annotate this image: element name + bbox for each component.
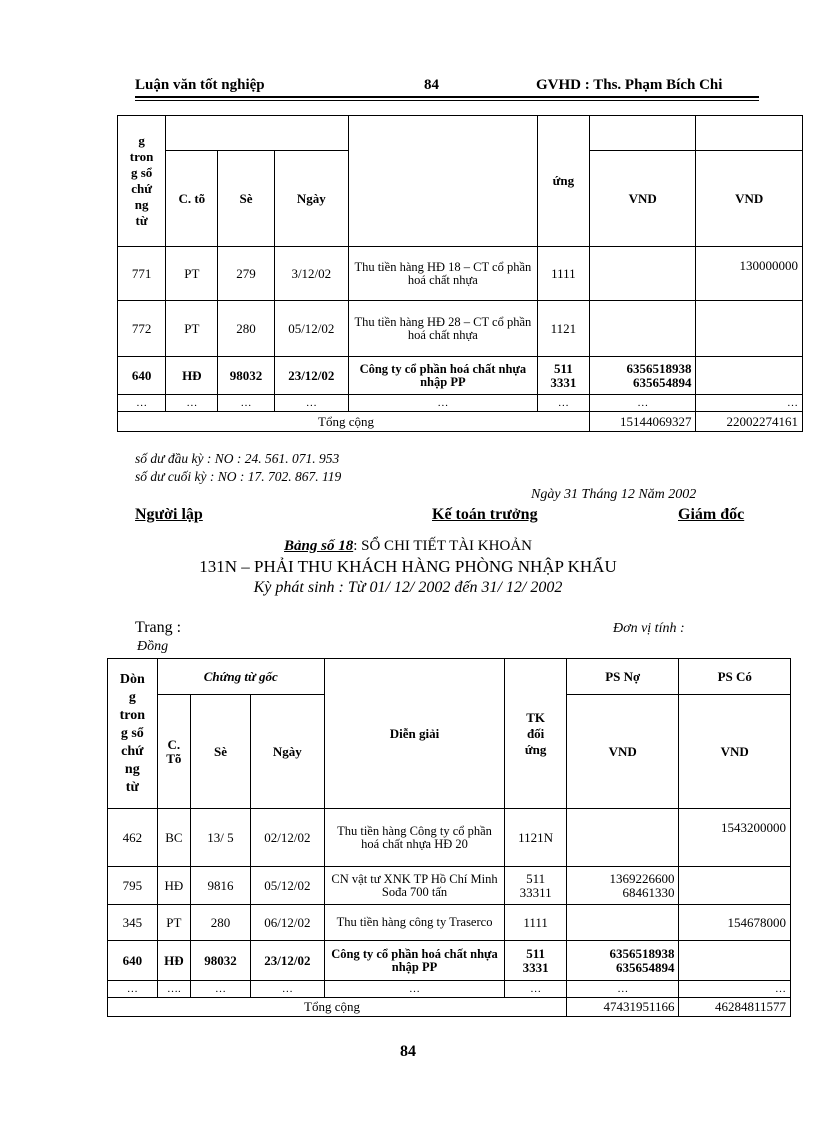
t2-r3-tk: 511 3331: [505, 941, 567, 981]
t1-col-ngay-header: Ngày: [274, 151, 348, 247]
t2-r0-co: 1543200000: [679, 809, 791, 867]
t1-r1-no: [590, 301, 696, 357]
signature-chief-accountant: Kế toán trưởng: [432, 506, 538, 523]
footer-page-number: 84: [400, 1043, 416, 1060]
table-row: [118, 247, 803, 301]
date-line: Ngày 31 Tháng 12 Năm 2002: [531, 487, 697, 502]
header-right: GVHD : Ths. Phạm Bích Chi: [536, 77, 723, 93]
t2-col-ngay-header: Ngày: [250, 695, 324, 809]
t2-r2-no: [567, 905, 679, 941]
t2-r0-so: 13/ 5: [191, 809, 251, 867]
t1-ellipsis-cell: …: [166, 395, 218, 412]
t2-ellipsis-cell: …: [191, 981, 251, 998]
table-row: [118, 357, 803, 395]
opening-balance: số dư đầu kỳ : NO : 24. 561. 071. 953: [135, 451, 340, 466]
t2-ellipsis-cell: ….: [157, 981, 190, 998]
t1-r2-tk: 511 3331: [537, 357, 589, 395]
t2-chung-tu-goc-header: Chứng từ gốc: [157, 659, 324, 695]
t2-r0-cto: BC: [157, 809, 190, 867]
t1-ellipsis-cell: …: [590, 395, 696, 412]
t1-ellipsis-cell: …: [118, 395, 166, 412]
t1-r1-ngay: 05/12/02: [274, 301, 348, 357]
header-rule: [135, 96, 759, 98]
t1-r1-co: [696, 301, 803, 357]
t2-r3-dong: 640: [108, 941, 158, 981]
t2-total-no: 47431951166: [567, 998, 679, 1017]
t1-ellipsis-cell: …: [348, 395, 537, 412]
table-row: [108, 867, 791, 905]
t2-r3-no: 6356518938 635654894: [567, 941, 679, 981]
table-title-rest: : SỔ CHI TIẾT TÀI KHOẢN: [353, 538, 532, 554]
t2-total-co: 46284811577: [679, 998, 791, 1017]
t1-col-dong-header: g tron g sổ chứ ng từ: [118, 116, 166, 247]
t2-r0-ngay: 02/12/02: [250, 809, 324, 867]
t2-r3-co: [679, 941, 791, 981]
t2-r3-cto: HĐ: [157, 941, 190, 981]
t1-r0-dong: 771: [118, 247, 166, 301]
t2-ellipsis-cell: …: [108, 981, 158, 998]
closing-balance: số dư cuối kỳ : NO : 17. 702. 867. 119: [135, 469, 342, 484]
t1-r2-co: [696, 357, 803, 395]
t1-r1-cto: PT: [166, 301, 218, 357]
t1-total-co: 22002274161: [696, 412, 803, 432]
t2-ellipsis-cell: …: [250, 981, 324, 998]
t2-ellipsis-cell: …: [679, 981, 791, 998]
t2-r2-co: 154678000: [679, 905, 791, 941]
t1-r0-no: [590, 247, 696, 301]
t2-r0-tk: 1121N: [505, 809, 567, 867]
header-rule-thin: [135, 100, 759, 101]
t2-dien-giai-header: Diễn giải: [324, 659, 504, 809]
t1-total-no: 15144069327: [590, 412, 696, 432]
t2-ellipsis-cell: …: [324, 981, 504, 998]
t1-r2-cto: HĐ: [166, 357, 218, 395]
t1-r0-tk: 1111: [537, 247, 589, 301]
t2-r2-cto: PT: [157, 905, 190, 941]
t1-col-vnd-no-header: VND: [590, 151, 696, 247]
table-row: [108, 941, 791, 981]
t1-r2-dien-giai: Công ty cổ phần hoá chất nhựa nhập PP: [348, 357, 537, 395]
t1-r2-no: 6356518938 635654894: [590, 357, 696, 395]
t2-r1-tk: 511 33311: [505, 867, 567, 905]
t2-r1-dong: 795: [108, 867, 158, 905]
t1-ellipsis-cell: …: [537, 395, 589, 412]
t2-ellipsis-cell: …: [567, 981, 679, 998]
signature-director: Giám đốc: [678, 506, 745, 523]
t2-col-dong-header: Dòn g tron g sổ chứ ng từ: [108, 659, 158, 809]
t1-ellipsis-cell: …: [274, 395, 348, 412]
t1-r1-dong: 772: [118, 301, 166, 357]
table-title: [0, 538, 816, 555]
t1-col-cto-header: C. tõ: [166, 151, 218, 247]
page-label: Trang :: [135, 619, 182, 636]
t1-r2-ngay: 23/12/02: [274, 357, 348, 395]
signature-preparer: Người lập: [135, 506, 203, 523]
t2-r3-ngay: 23/12/02: [250, 941, 324, 981]
t2-r1-no: 1369226600 68461330: [567, 867, 679, 905]
t1-col-ung-header: ứng: [537, 116, 589, 247]
header-page-number: 84: [424, 77, 439, 93]
t2-tk-doi-ung-header: TK đối ứng: [505, 659, 567, 809]
header-left: Luận văn tốt nghiệp: [135, 77, 265, 93]
t1-r2-so: 98032: [218, 357, 274, 395]
t2-r0-dong: 462: [108, 809, 158, 867]
t2-r0-no: [567, 809, 679, 867]
t2-col-vnd-co-header: VND: [679, 695, 791, 809]
t1-ellipsis-cell: …: [218, 395, 274, 412]
t2-r3-so: 98032: [191, 941, 251, 981]
ledger-table-131n: [107, 658, 791, 1017]
ledger-table-continued: [117, 115, 803, 432]
t2-r3-dien-giai: Công ty cổ phần hoá chất nhựa nhập PP: [324, 941, 504, 981]
unit-label: Đơn vị tính :: [613, 621, 685, 636]
t2-total-label: Tổng cộng: [108, 998, 567, 1017]
t1-ellipsis-cell: …: [696, 395, 803, 412]
t1-r0-dien-giai: Thu tiền hàng HĐ 18 – CT cổ phần hoá chất nhựa: [348, 247, 537, 301]
period-line: Kỳ phát sinh : Từ 01/ 12/ 2002 đến 31/ 12/ 2002: [253, 579, 563, 596]
t2-r1-co: [679, 867, 791, 905]
t1-r0-ngay: 3/12/02: [274, 247, 348, 301]
t1-r0-cto: PT: [166, 247, 218, 301]
t2-ps-co-header: PS Có: [679, 659, 791, 695]
t2-ps-no-header: PS Nợ: [567, 659, 679, 695]
t1-total-label: Tổng cộng: [118, 412, 590, 432]
table-row: [108, 905, 791, 941]
t1-r0-so: 279: [218, 247, 274, 301]
total-row: [108, 998, 791, 1017]
t2-r1-dien-giai: CN vật tư XNK TP Hồ Chí Minh Sođa 700 tấn: [324, 867, 504, 905]
account-title: 131N – PHẢI THU KHÁCH HÀNG PHÒNG NHẬP KHẨU: [199, 557, 617, 576]
total-row: [118, 412, 803, 432]
t1-r0-co: 130000000: [696, 247, 803, 301]
t1-r2-dong: 640: [118, 357, 166, 395]
table-row: [108, 809, 791, 867]
table-number-label: Bảng số 18: [284, 538, 354, 554]
t2-r2-dong: 345: [108, 905, 158, 941]
table-row: [118, 301, 803, 357]
t1-r1-tk: 1121: [537, 301, 589, 357]
t2-r2-dien-giai: Thu tiền hàng công ty Traserco: [324, 905, 504, 941]
t2-r2-tk: 1111: [505, 905, 567, 941]
t2-col-so-header: Sè: [191, 695, 251, 809]
table-row-ellipsis: [108, 981, 791, 998]
t2-col-cto-header: C. Tõ: [157, 695, 190, 809]
t2-ellipsis-cell: …: [505, 981, 567, 998]
t2-r0-dien-giai: Thu tiền hàng Công ty cổ phần hoá chất nhựa HĐ 20: [324, 809, 504, 867]
table-row-ellipsis: [118, 395, 803, 412]
t2-r2-so: 280: [191, 905, 251, 941]
t1-r1-so: 280: [218, 301, 274, 357]
t1-col-so-header: Sè: [218, 151, 274, 247]
currency-unit: Đồng: [137, 639, 169, 654]
t1-r1-dien-giai: Thu tiền hàng HĐ 28 – CT cổ phần hoá chất nhựa: [348, 301, 537, 357]
t2-r2-ngay: 06/12/02: [250, 905, 324, 941]
t2-col-vnd-no-header: VND: [567, 695, 679, 809]
t2-r1-so: 9816: [191, 867, 251, 905]
t2-r1-ngay: 05/12/02: [250, 867, 324, 905]
t1-col-vnd-co-header: VND: [696, 151, 803, 247]
t2-r1-cto: HĐ: [157, 867, 190, 905]
